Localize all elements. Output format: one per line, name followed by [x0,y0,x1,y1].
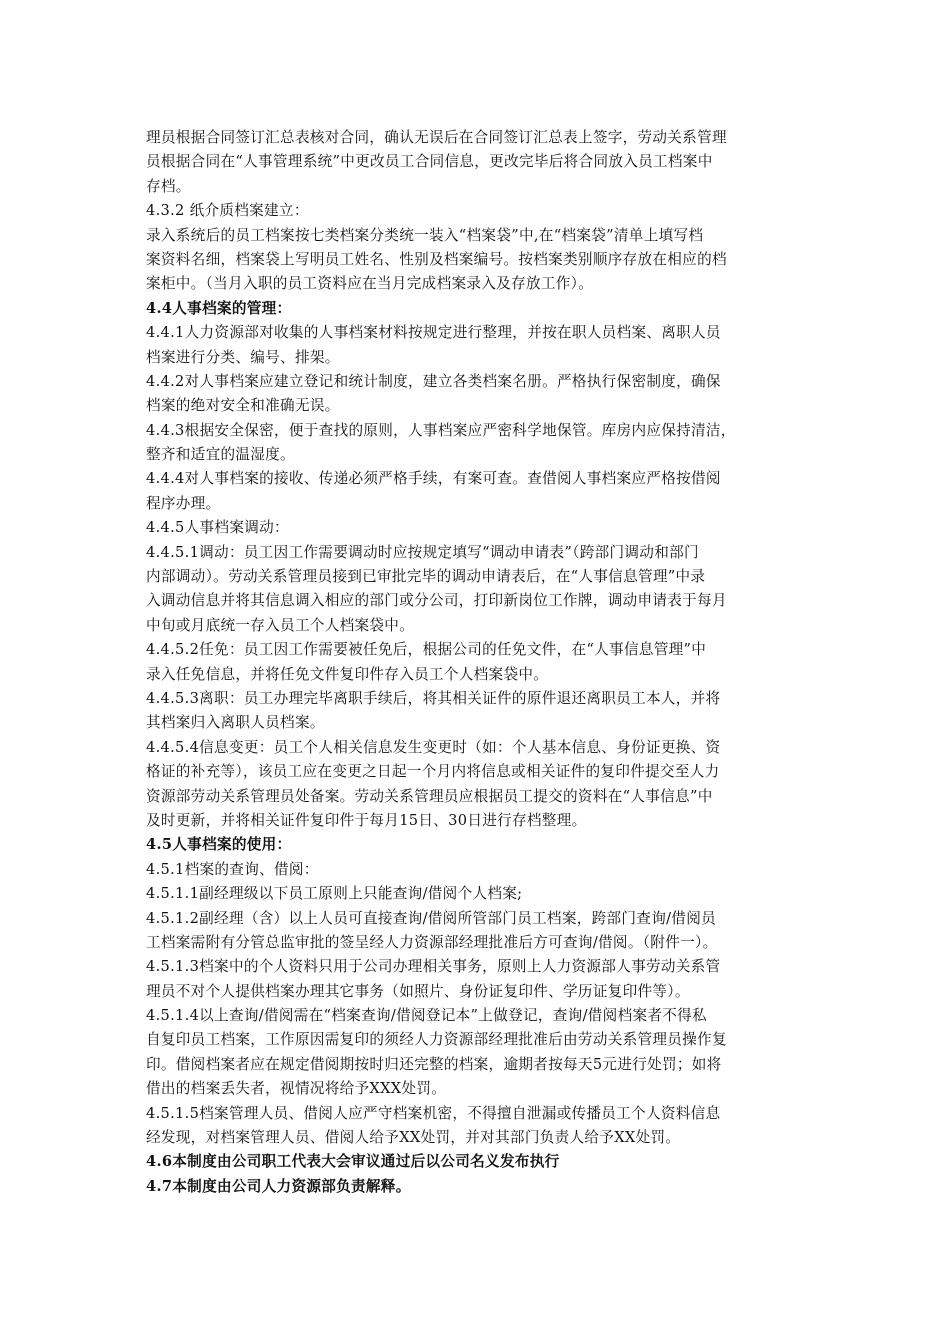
text-line: 录入任免信息，并将任免文件复印件存入员工个人档案袋中。 [146,665,549,683]
text-line: 印。借阅档案者应在规定借阅期按时归还完整的档案，逾期者按每天5元进行处罚；如将 [146,1055,722,1073]
text-line: 中旬或月底统一存入员工个人档案袋中。 [146,616,415,634]
text-line: 4.4.5.1调动：员工因工作需要调动时应按规定填写“调动申请表”（跨部门调动和部门 [146,543,699,561]
text-line: 理员不对个人提供档案办理其它事务（如照片、身份证复印件、学历证复印件等）。 [146,982,690,1000]
text-line: 4.4.5.3离职：员工办理完毕离职手续后，将其相关证件的原件退还离职员工本人，并将 [146,689,721,707]
document-page [146,126,818,1199]
text-line: 资源部劳动关系管理员处备案。劳动关系管理员应根据员工提交的资料在“人事信息”中 [146,787,713,805]
section-heading: 4.4人事档案的管理： [146,299,292,317]
text-line: 案柜中。（当月入职的员工资料应在当月完成档案录入及存放工作）。 [146,275,594,293]
text-line: 4.4.4对人事档案的接收、传递必须严格手续，有案可查。查借阅人事档案应严格按借阅 [146,470,721,488]
text-line: 案资料名细，档案袋上写明员工姓名、性别及档案编号。按档案类别顺序存放在相应的档 [146,250,727,268]
text-line: 档案的绝对安全和准确无误。 [146,397,340,415]
text-line: 经发现，对档案管理人员、借阅人给予XX处罚，并对其部门负责人给予XX处罚。 [146,1129,681,1147]
section-heading: 4.7本制度由公司人力资源部负责解释。 [146,1177,411,1195]
text-line: 格证的补充等），该员工应在变更之日起一个月内将信息或相关证件的复印件提交至人力 [146,763,720,781]
text-line: 其档案归入离职人员档案。 [146,714,325,732]
text-line: 4.5.1.4以上查询/借阅需在“档案查询/借阅登记本”上做登记，查询/借阅档案者不得私 [146,1007,707,1025]
text-line: 4.4.5人事档案调动： [146,519,289,537]
text-line: 存档。 [146,177,191,195]
section-heading: 4.5人事档案的使用： [146,836,292,854]
text-line: 4.4.3根据安全保密，便于查找的原则，人事档案应严密科学地保管。库房内应保持清洁， [146,421,736,439]
text-line: 及时更新，并将相关证件复印件于每月15日、30日进行存档整理。 [146,811,587,829]
text-line: 4.5.1.2副经理（含）以上人员可直接查询/借阅所管部门员工档案，跨部门查询/借阅员 [146,909,716,927]
text-line: 员根据合同在“人事管理系统”中更改员工合同信息，更改完毕后将合同放入员工档案中 [146,153,713,171]
section-heading: 4.6本制度由公司职工代表大会审议通过后以公司名义发布执行 [146,1153,560,1171]
text-line: 4.5.1.1副经理级以下员工原则上只能查询/借阅个人档案; [146,885,523,903]
text-line: 4.4.5.2任免：员工因工作需要被任免后，根据公司的任免文件，在“人事信息管理”中 [146,641,707,659]
text-line: 档案进行分类、编号、排架。 [146,348,340,366]
text-line: 4.3.2 纸介质档案建立： [146,202,309,220]
text-line: 4.5.1.3档案中的个人资料只用于公司办理相关事务，原则上人力资源部人事劳动关系管 [146,958,721,976]
text-line: 借出的档案丢失者，视情况将给予XXX处罚。 [146,1080,447,1098]
text-line: 自复印员工档案，工作原因需复印的须经人力资源部经理批准后由劳动关系管理员操作复 [146,1031,727,1049]
text-line: 工档案需附有分管总监审批的签呈经人力资源部经理批准后方可查询/借阅。（附件一）。 [146,933,718,951]
text-line: 4.4.5.4信息变更：员工个人相关信息发生变更时（如：个人基本信息、身份证更换、资 [146,738,721,756]
text-line: 4.5.1档案的查询、借阅： [146,860,319,878]
text-line: 4.5.1.5档案管理人员、借阅人应严守档案机密，不得擅自泄漏或传播员工个人资料信息 [146,1104,721,1122]
text-line: 内部调动）。劳动关系管理员接到已审批完毕的调动申请表后，在“人事信息管理”中录 [146,568,706,586]
text-line: 入调动信息并将其信息调入相应的部门或分公司，打印新岗位工作牌，调动申请表于每月 [146,592,727,610]
text-line: 录入系统后的员工档案按七类档案分类统一装入“档案袋”中,在“档案袋”清单上填写档 [146,226,704,244]
text-line: 整齐和适宜的温湿度。 [146,446,295,464]
text-line: 4.4.2对人事档案应建立登记和统计制度，建立各类档案名册。严格执行保密制度，确保 [146,372,721,390]
text-line: 程序办理。 [146,494,221,512]
text-line: 4.4.1人力资源部对收集的人事档案材料按规定进行整理，并按在职人员档案、离职人员 [146,324,721,342]
text-line: 理员根据合同签订汇总表核对合同，确认无误后在合同签订汇总表上签字，劳动关系管理 [146,129,727,146]
